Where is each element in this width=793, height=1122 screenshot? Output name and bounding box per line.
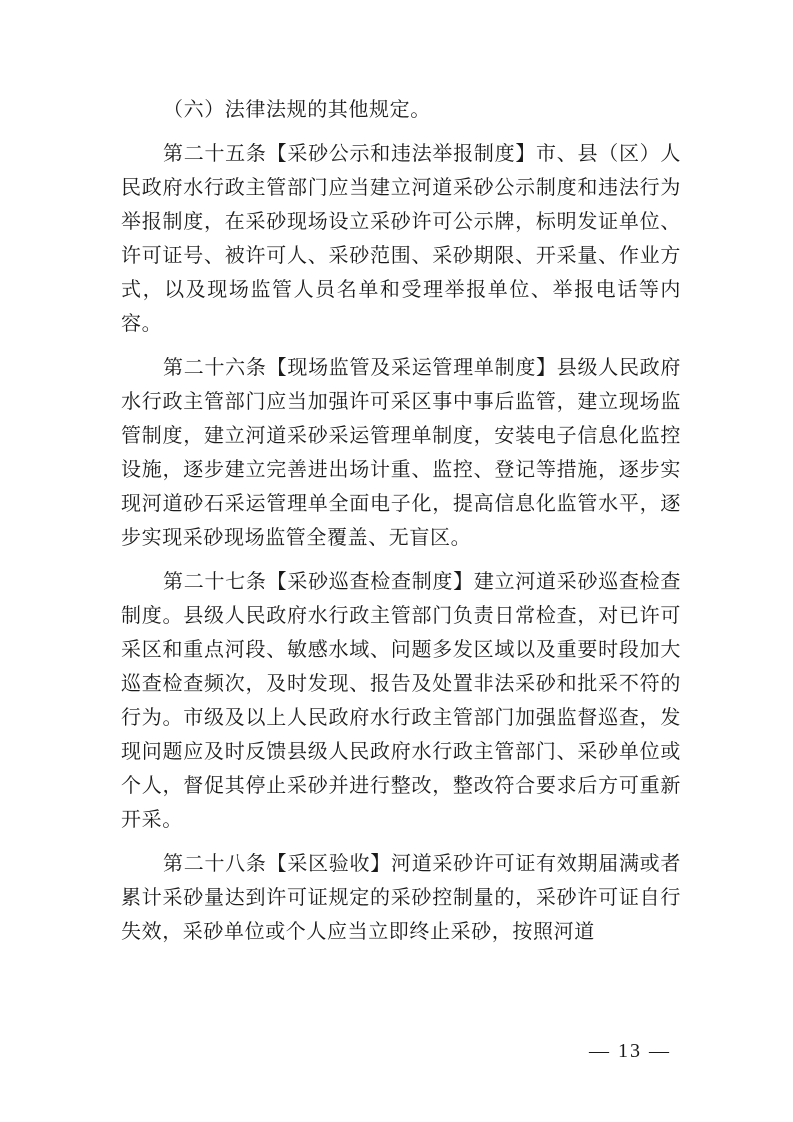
paragraph-article-27: 第二十七条【采砂巡查检查制度】建立河道采砂巡查检查制度。县级人民政府水行政主管部门负责日常检查，对已许可采区和重点河段、敏感水域、问题多发区域以及重要时段加大巡查检查频次，及时发现、报告及处置非法采砂和批采不符的行为。市级及以上人民政府水行政主管部门加强监督巡查，发现问题应及时反馈县级人民政府水行政主管部门、采砂单位或个人，督促其停止采砂并进行整改，整改符合要求后方可重新开采。	[121, 569, 681, 831]
paragraph-clause-6: （六）法律法规的其他规定。	[163, 97, 431, 121]
document-body	[121, 92, 681, 948]
page-number: — 13 —	[589, 1040, 671, 1062]
paragraph-article-25: 第二十五条【采砂公示和违法举报制度】市、县（区）人民政府水行政主管部门应当建立河道采砂公示制度和违法行为举报制度，在采砂现场设立采砂许可公示牌，标明发证单位、许可证号、被许可人、采砂范围、采砂期限、开采量、作业方式，以及现场监管人员名单和受理举报单位、举报电话等内容。	[121, 141, 681, 335]
paragraph-article-28: 第二十八条【采区验收】河道采砂许可证有效期届满或者累计采砂量达到许可证规定的采砂控制量的，采砂许可证自行失效，采砂单位或个人应当立即终止采砂，按照河道	[121, 851, 681, 943]
paragraph-article-26: 第二十六条【现场监管及采运管理单制度】县级人民政府水行政主管部门应当加强许可采区事中事后监管，建立现场监管制度，建立河道采砂采运管理单制度，安装电子信息化监控设施，逐步建立完善进出场计重、监控、登记等措施，逐步实现河道砂石采运管理单全面电子化，提高信息化监管水平，逐步实现采砂现场监管全覆盖、无盲区。	[121, 355, 681, 549]
